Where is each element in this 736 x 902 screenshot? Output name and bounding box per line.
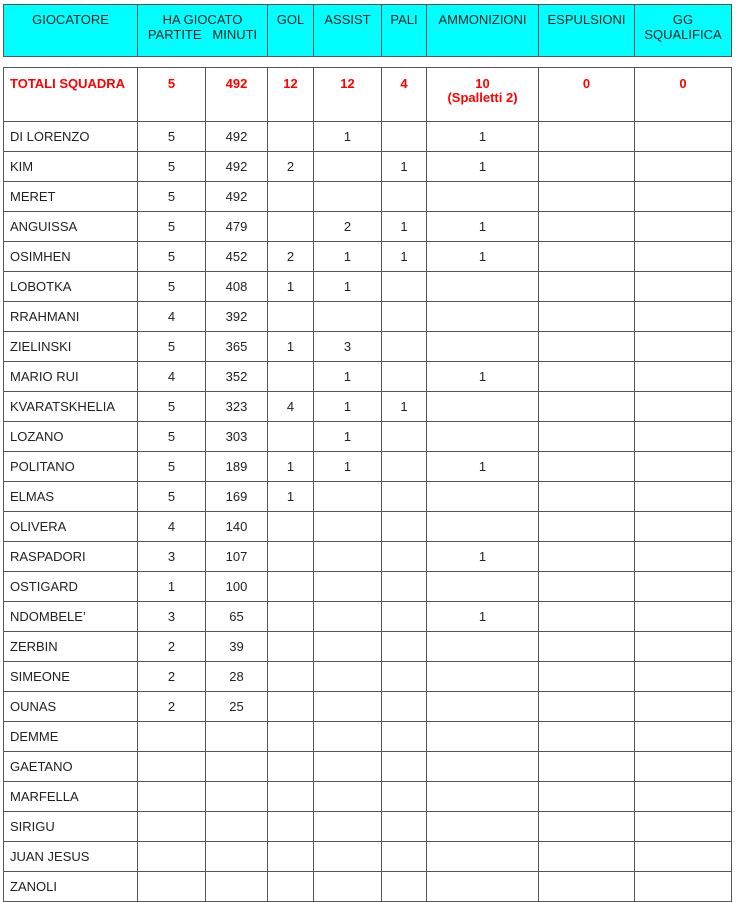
player-row: [4, 722, 732, 752]
player-row: [4, 812, 732, 842]
header-ammonizioni: AMMONIZIONI: [427, 5, 539, 57]
player-ammonizioni: 1: [427, 452, 539, 482]
player-assist: 1: [314, 242, 382, 272]
player-minuti: [206, 752, 268, 782]
player-espulsioni: [539, 662, 635, 692]
player-assist: [314, 512, 382, 542]
header-partite-minuti-label: PARTITE MINUTI: [147, 27, 258, 42]
player-assist: [314, 602, 382, 632]
player-assist: [314, 782, 382, 812]
player-pali: [382, 302, 427, 332]
player-row: [4, 122, 732, 152]
player-minuti: 140: [206, 512, 268, 542]
player-name: ZANOLI: [4, 872, 138, 902]
player-partite: 3: [138, 602, 206, 632]
player-minuti: 169: [206, 482, 268, 512]
player-espulsioni: [539, 542, 635, 572]
player-assist: [314, 872, 382, 902]
player-pali: [382, 182, 427, 212]
player-ammonizioni: 1: [427, 242, 539, 272]
player-squalifica: [635, 812, 732, 842]
player-name: DI LORENZO: [4, 122, 138, 152]
player-minuti: 365: [206, 332, 268, 362]
player-partite: 4: [138, 302, 206, 332]
player-espulsioni: [539, 392, 635, 422]
player-squalifica: [635, 632, 732, 662]
player-partite: 3: [138, 542, 206, 572]
player-squalifica: [635, 242, 732, 272]
player-minuti: 392: [206, 302, 268, 332]
player-row: [4, 152, 732, 182]
header-espulsioni: ESPULSIONI: [539, 5, 635, 57]
player-gol: [268, 302, 314, 332]
player-espulsioni: [539, 152, 635, 182]
player-squalifica: [635, 482, 732, 512]
player-pali: [382, 842, 427, 872]
player-espulsioni: [539, 572, 635, 602]
player-squalifica: [635, 692, 732, 722]
player-row: [4, 752, 732, 782]
player-pali: [382, 632, 427, 662]
player-name: MARIO RUI: [4, 362, 138, 392]
player-partite: 5: [138, 392, 206, 422]
header-giocatore: GIOCATORE: [4, 5, 138, 57]
player-row: [4, 242, 732, 272]
player-pali: [382, 602, 427, 632]
player-gol: [268, 182, 314, 212]
player-ammonizioni: [427, 332, 539, 362]
player-name: NDOMBELE’: [4, 602, 138, 632]
header-ha-giocato: [138, 5, 268, 57]
player-gol: [268, 572, 314, 602]
player-row: [4, 332, 732, 362]
player-gol: [268, 872, 314, 902]
player-squalifica: [635, 662, 732, 692]
totals-partite: 5: [138, 68, 206, 122]
player-gol: 1: [268, 452, 314, 482]
player-name: POLITANO: [4, 452, 138, 482]
player-partite: 5: [138, 152, 206, 182]
player-gol: [268, 512, 314, 542]
player-pali: [382, 482, 427, 512]
player-gol: [268, 422, 314, 452]
player-espulsioni: [539, 752, 635, 782]
player-ammonizioni: [427, 662, 539, 692]
player-name: SIMEONE: [4, 662, 138, 692]
player-ammonizioni: [427, 872, 539, 902]
player-minuti: 25: [206, 692, 268, 722]
player-espulsioni: [539, 182, 635, 212]
player-ammonizioni: [427, 392, 539, 422]
player-pali: [382, 752, 427, 782]
header-gg-label: GG: [672, 12, 694, 27]
player-row: [4, 452, 732, 482]
player-gol: [268, 602, 314, 632]
player-name: OSTIGARD: [4, 572, 138, 602]
player-assist: [314, 152, 382, 182]
player-ammonizioni: [427, 782, 539, 812]
player-minuti: 479: [206, 212, 268, 242]
player-name: ANGUISSA: [4, 212, 138, 242]
player-minuti: 303: [206, 422, 268, 452]
player-row: [4, 212, 732, 242]
player-partite: 4: [138, 512, 206, 542]
player-row: [4, 842, 732, 872]
player-partite: 5: [138, 422, 206, 452]
player-partite: 5: [138, 332, 206, 362]
player-minuti: [206, 722, 268, 752]
player-ammonizioni: [427, 722, 539, 752]
player-pali: [382, 122, 427, 152]
player-minuti: 100: [206, 572, 268, 602]
player-pali: 1: [382, 392, 427, 422]
player-name: ELMAS: [4, 482, 138, 512]
player-minuti: 189: [206, 452, 268, 482]
player-ammonizioni: [427, 482, 539, 512]
player-squalifica: [635, 752, 732, 782]
player-ammonizioni: 1: [427, 152, 539, 182]
player-squalifica: [635, 272, 732, 302]
player-squalifica: [635, 542, 732, 572]
player-pali: 1: [382, 152, 427, 182]
player-partite: 5: [138, 482, 206, 512]
player-squalifica: [635, 182, 732, 212]
player-minuti: 65: [206, 602, 268, 632]
player-espulsioni: [539, 842, 635, 872]
player-squalifica: [635, 152, 732, 182]
player-row: [4, 302, 732, 332]
player-squalifica: [635, 782, 732, 812]
player-row: [4, 692, 732, 722]
player-gol: 1: [268, 272, 314, 302]
player-pali: [382, 452, 427, 482]
player-minuti: [206, 872, 268, 902]
header-gol: GOL: [268, 5, 314, 57]
player-espulsioni: [539, 242, 635, 272]
player-pali: [382, 272, 427, 302]
player-assist: [314, 572, 382, 602]
player-espulsioni: [539, 872, 635, 902]
player-espulsioni: [539, 782, 635, 812]
player-gol: [268, 212, 314, 242]
player-gol: [268, 692, 314, 722]
player-ammonizioni: 1: [427, 122, 539, 152]
player-ammonizioni: [427, 422, 539, 452]
player-pali: [382, 512, 427, 542]
player-assist: [314, 812, 382, 842]
player-partite: 2: [138, 632, 206, 662]
player-squalifica: [635, 212, 732, 242]
player-minuti: 352: [206, 362, 268, 392]
player-minuti: 492: [206, 152, 268, 182]
player-gol: [268, 122, 314, 152]
player-row: [4, 572, 732, 602]
player-partite: [138, 752, 206, 782]
player-row: [4, 362, 732, 392]
player-espulsioni: [539, 332, 635, 362]
player-minuti: 492: [206, 122, 268, 152]
player-assist: [314, 722, 382, 752]
player-assist: [314, 752, 382, 782]
player-name: DEMME: [4, 722, 138, 752]
stats-table: [3, 67, 732, 902]
player-ammonizioni: 1: [427, 542, 539, 572]
player-name: MERET: [4, 182, 138, 212]
header-assist: ASSIST: [314, 5, 382, 57]
header-squalifica-label: SQUALIFICA: [644, 27, 722, 42]
player-partite: 2: [138, 692, 206, 722]
player-squalifica: [635, 602, 732, 632]
player-pali: [382, 572, 427, 602]
player-pali: [382, 362, 427, 392]
player-partite: 1: [138, 572, 206, 602]
player-assist: 1: [314, 452, 382, 482]
player-row: [4, 482, 732, 512]
player-partite: [138, 782, 206, 812]
player-row: [4, 422, 732, 452]
player-assist: 1: [314, 422, 382, 452]
player-squalifica: [635, 512, 732, 542]
player-gol: [268, 842, 314, 872]
header-ha-giocato-label: HA GIOCATO: [162, 12, 243, 27]
player-assist: [314, 632, 382, 662]
player-squalifica: [635, 122, 732, 152]
totals-label: TOTALI SQUADRA: [4, 68, 138, 122]
player-ammonizioni: [427, 182, 539, 212]
player-name: ZERBIN: [4, 632, 138, 662]
player-row: [4, 392, 732, 422]
player-minuti: 408: [206, 272, 268, 302]
player-partite: 5: [138, 452, 206, 482]
player-espulsioni: [539, 122, 635, 152]
totals-ammonizioni: [427, 68, 539, 122]
player-gol: [268, 752, 314, 782]
player-ammonizioni: [427, 692, 539, 722]
player-pali: [382, 812, 427, 842]
player-espulsioni: [539, 302, 635, 332]
player-row: [4, 602, 732, 632]
player-ammonizioni: [427, 512, 539, 542]
header-table: [3, 4, 732, 57]
player-partite: 4: [138, 362, 206, 392]
player-partite: 5: [138, 182, 206, 212]
player-partite: [138, 812, 206, 842]
player-pali: [382, 692, 427, 722]
player-squalifica: [635, 362, 732, 392]
player-partite: 5: [138, 272, 206, 302]
player-name: SIRIGU: [4, 812, 138, 842]
player-minuti: 323: [206, 392, 268, 422]
header-gg-squalifica: [635, 5, 732, 57]
header-pali: PALI: [382, 5, 427, 57]
totals-pali: 4: [382, 68, 427, 122]
player-name: RRAHMANI: [4, 302, 138, 332]
player-partite: 5: [138, 212, 206, 242]
player-gol: [268, 362, 314, 392]
player-name: MARFELLA: [4, 782, 138, 812]
player-espulsioni: [539, 272, 635, 302]
player-name: KVARATSKHELIA: [4, 392, 138, 422]
player-gol: [268, 632, 314, 662]
player-row: [4, 272, 732, 302]
player-assist: [314, 182, 382, 212]
player-ammonizioni: [427, 842, 539, 872]
player-gol: [268, 812, 314, 842]
player-pali: 1: [382, 212, 427, 242]
player-minuti: 452: [206, 242, 268, 272]
player-ammonizioni: [427, 752, 539, 782]
player-partite: 2: [138, 662, 206, 692]
player-assist: [314, 542, 382, 572]
player-assist: 3: [314, 332, 382, 362]
player-assist: 2: [314, 212, 382, 242]
player-squalifica: [635, 392, 732, 422]
player-name: OLIVERA: [4, 512, 138, 542]
player-ammonizioni: [427, 302, 539, 332]
player-espulsioni: [539, 482, 635, 512]
player-pali: 1: [382, 242, 427, 272]
player-ammonizioni: [427, 572, 539, 602]
player-assist: [314, 302, 382, 332]
player-squalifica: [635, 332, 732, 362]
player-pali: [382, 722, 427, 752]
player-squalifica: [635, 302, 732, 332]
player-name: OUNAS: [4, 692, 138, 722]
totals-assist: 12: [314, 68, 382, 122]
player-gol: 1: [268, 332, 314, 362]
player-squalifica: [635, 452, 732, 482]
player-minuti: 107: [206, 542, 268, 572]
player-name: LOBOTKA: [4, 272, 138, 302]
player-espulsioni: [539, 452, 635, 482]
player-row: [4, 542, 732, 572]
player-espulsioni: [539, 602, 635, 632]
totals-squalifica: 0: [635, 68, 732, 122]
player-pali: [382, 332, 427, 362]
player-espulsioni: [539, 512, 635, 542]
player-gol: [268, 662, 314, 692]
player-partite: 5: [138, 122, 206, 152]
player-pali: [382, 422, 427, 452]
player-assist: [314, 662, 382, 692]
player-assist: [314, 692, 382, 722]
player-assist: 1: [314, 362, 382, 392]
totals-minuti: 492: [206, 68, 268, 122]
player-row: [4, 182, 732, 212]
player-pali: [382, 542, 427, 572]
player-gol: [268, 722, 314, 752]
player-name: KIM: [4, 152, 138, 182]
player-row: [4, 872, 732, 902]
totals-gol: 12: [268, 68, 314, 122]
player-minuti: [206, 782, 268, 812]
player-name: RASPADORI: [4, 542, 138, 572]
player-name: ZIELINSKI: [4, 332, 138, 362]
player-assist: [314, 482, 382, 512]
header-row: [4, 5, 732, 57]
player-squalifica: [635, 842, 732, 872]
player-gol: 2: [268, 242, 314, 272]
player-espulsioni: [539, 362, 635, 392]
player-partite: [138, 722, 206, 752]
player-partite: [138, 842, 206, 872]
player-gol: [268, 542, 314, 572]
player-ammonizioni: 1: [427, 602, 539, 632]
player-espulsioni: [539, 692, 635, 722]
totals-ammonizioni-note: (Spalletti 2): [447, 90, 518, 105]
player-partite: [138, 872, 206, 902]
player-squalifica: [635, 422, 732, 452]
player-row: [4, 512, 732, 542]
player-ammonizioni: [427, 272, 539, 302]
totals-espulsioni: 0: [539, 68, 635, 122]
player-espulsioni: [539, 422, 635, 452]
player-assist: [314, 842, 382, 872]
player-minuti: 39: [206, 632, 268, 662]
player-name: OSIMHEN: [4, 242, 138, 272]
totals-row: [4, 68, 732, 122]
player-squalifica: [635, 722, 732, 752]
player-name: GAETANO: [4, 752, 138, 782]
player-row: [4, 632, 732, 662]
player-pali: [382, 662, 427, 692]
player-row: [4, 662, 732, 692]
player-row: [4, 782, 732, 812]
player-assist: 1: [314, 272, 382, 302]
player-minuti: 492: [206, 182, 268, 212]
player-ammonizioni: [427, 632, 539, 662]
player-squalifica: [635, 572, 732, 602]
player-gol: [268, 782, 314, 812]
player-minuti: 28: [206, 662, 268, 692]
player-name: LOZANO: [4, 422, 138, 452]
player-assist: 1: [314, 122, 382, 152]
player-espulsioni: [539, 812, 635, 842]
player-espulsioni: [539, 632, 635, 662]
player-minuti: [206, 812, 268, 842]
player-pali: [382, 782, 427, 812]
player-ammonizioni: 1: [427, 362, 539, 392]
player-minuti: [206, 842, 268, 872]
player-ammonizioni: 1: [427, 212, 539, 242]
player-espulsioni: [539, 212, 635, 242]
player-gol: 1: [268, 482, 314, 512]
player-squalifica: [635, 872, 732, 902]
player-assist: 1: [314, 392, 382, 422]
player-gol: 4: [268, 392, 314, 422]
player-name: JUAN JESUS: [4, 842, 138, 872]
player-pali: [382, 872, 427, 902]
player-gol: 2: [268, 152, 314, 182]
player-espulsioni: [539, 722, 635, 752]
player-ammonizioni: [427, 812, 539, 842]
totals-ammonizioni-value: 10: [475, 76, 490, 91]
player-partite: 5: [138, 242, 206, 272]
